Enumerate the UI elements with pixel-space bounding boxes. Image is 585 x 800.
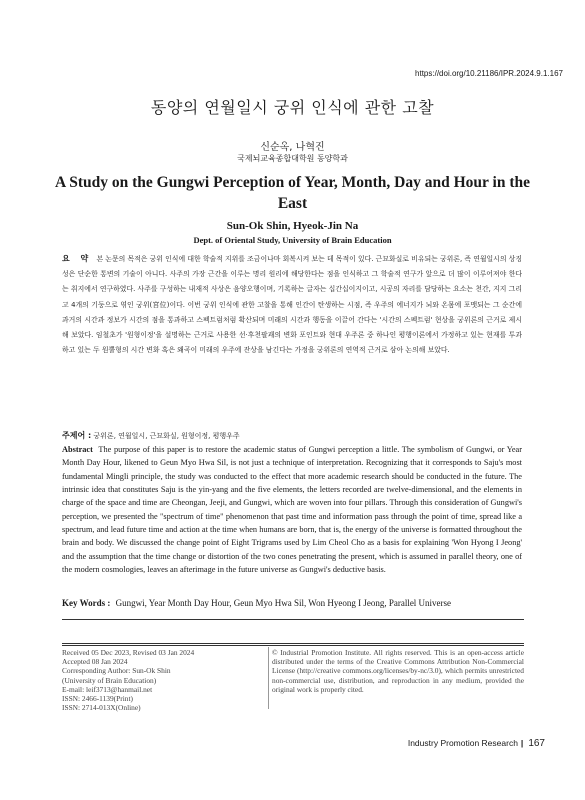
- english-authors: Sun-Ok Shin, Hyeok-Jin Na: [226, 220, 359, 232]
- doi-link[interactable]: https://doi.org/10.21186/IPR.2024.9.1.167: [415, 69, 563, 78]
- korean-authors: 신순옥, 나혁진: [260, 142, 325, 153]
- korean-abstract-label: 요 약: [62, 254, 93, 263]
- accepted-line: Accepted 08 Jan 2024: [62, 657, 128, 667]
- corresponding-author-line: Corresponding Author: Sun-Ok Shin: [62, 666, 171, 676]
- english-keywords: [62, 598, 532, 608]
- metadata-column-divider: [268, 647, 269, 709]
- author-institution-line: (University of Brain Education): [62, 675, 157, 685]
- korean-keywords: [62, 430, 522, 441]
- korean-title: 동양의 연월일시 궁위 인식에 관한 고찰: [150, 98, 435, 117]
- english-keywords-label: Key Words :: [62, 598, 111, 608]
- english-title: A Study on the Gungwi Perception of Year, Month, Day and Hour in the East: [55, 174, 530, 212]
- page-number: 167: [528, 738, 545, 749]
- korean-abstract-text: 본 논문의 목적은 궁위 인식에 대한 학술적 지위를 조금이나마 회복시켜 보는 데 목적이 있다. 근묘화실로 비유되는 궁위론, 즉 연월일시의 상징성은 단순한 통변의 기술이 아니다. 사주의 가장 근간을 이루는 명리 원리에 해당한다는 점을 인식하고 그 학술적 연구가 앞으로 더 많이 이루어져야 한다는 취지에서 연구하였다. 사주를 구성하는 내재적 사상은 음양오행이며, 기록하는 글자는 십간십이지이고, 시공의 자리를 담당하는 요소는 천간, 지지 그리고 4개의 기둥으로 엮인 궁위(宮位)이다. 이번 궁위 인식에 관한 고찰을 통해 인간이 탄생하는 시점, 즉 우주의 에너지가 뇌와 온몸에 포맷되는 그 순간에 과거의 시간과 정보가 시간의 점을 통과하고 스펙트럼처럼 확산되며 미래의 시간과 행동을 이끌어 간다는 '시간의 스펙트럼' 현상을 궁위론의 근거로 제시해 보았다. 임철초가 '원형이정'을 설명하는 근거로 사용한 선·후천팔괘의 변화 포인트와 현대 우주론 중 하나인 평행이론에서 가정하고 있는 현재를 투과하고 있는 두 원뿔형의 시간 변화 혹은 왜곡이 미래의 우주에 잔상을 남긴다는 가정을 궁위론의 연역적 근거로 삼아 논의해 보았다.: [62, 255, 523, 355]
- divider-double-lower: [62, 645, 524, 646]
- english-abstract-label: Abstract: [62, 445, 93, 454]
- english-abstract: [62, 443, 522, 576]
- korean-affiliation: 국제뇌교육종합대학원 동양학과: [237, 154, 348, 163]
- english-affiliation: Dept. of Oriental Study, University of Brain Education: [193, 235, 392, 245]
- journal-name: Industry Promotion Research: [407, 738, 518, 748]
- korean-abstract: [62, 251, 522, 358]
- english-keywords-text: Gungwi, Year Month Day Hour, Geun Myo Hwa Sil, Won Hyeong I Jeong, Parallel Universe: [115, 598, 452, 608]
- issn-online-line: ISSN: 2714-013X(Online): [62, 703, 141, 713]
- divider-double-upper: [62, 643, 524, 644]
- korean-keywords-text: 궁위론, 연월일시, 근묘화실, 원형이정, 평행우주: [93, 432, 240, 440]
- received-line: Received 05 Dec 2023, Revised 03 Jan 2024: [62, 648, 195, 657]
- page-footer: [408, 738, 545, 749]
- issn-print-line: ISSN: 2466-1139(Print): [62, 694, 133, 704]
- korean-keywords-label: 주제어 :: [62, 431, 92, 440]
- email-line: E-mail: leif3713@hanmail.net: [62, 684, 153, 694]
- divider-top: [62, 619, 524, 620]
- article-history: [62, 648, 262, 712]
- english-abstract-text: The purpose of this paper is to restore the academic status of Gungwi perception a little. The symbolism of Gungwi, or Year Month Day Hour, likened to Geun Myo Hwa Sil, is not just a technique of interpretation. Recognizing that it corresponds to Saju's most fundamental Mingli principle, the study was conducted to the effect that more academic research should be conducted in the future. The intrinsic idea that constitutes Saju is the yin-yang and the five elements, the letters recorded are twelve-dimensional, and the elements in charge of the space and time are Cheongan, Jeeji, and Gungwi, which are woven into four pillars. Through this consideration of Gungwi's perception, we presented the "spectrum of time" phenomenon that past time and information pass through the point of time, spread like a spectrum, and lead future time and action at the time when humans are born, that is, the energy of the universe is formatted throughout the brain and body. We discussed the change point of Eight Trigrams used by Lim Cheol Cho as a basis for explaining 'Won Hyong I Jeong' and the assumption that the time change or distortion of the two cones penetrating the present, which is assumed in parallel theory, one of the modern cosmologies, leaves an afterimage in the future universe as Gungwi's deductive basis.: [62, 445, 522, 575]
- footer-separator: |: [520, 738, 524, 748]
- license-notice: © Industrial Promotion Institute. All rights reserved. This is an open-access article distributed under the terms of the Creative Commons Attribution Non-Commercial License (http://creative commons.org/licenses/by-nc/3.0), which permits unrestricted non-commercial use, distribution, and reproduction in any medium, provided the original work is properly cited.: [272, 648, 524, 694]
